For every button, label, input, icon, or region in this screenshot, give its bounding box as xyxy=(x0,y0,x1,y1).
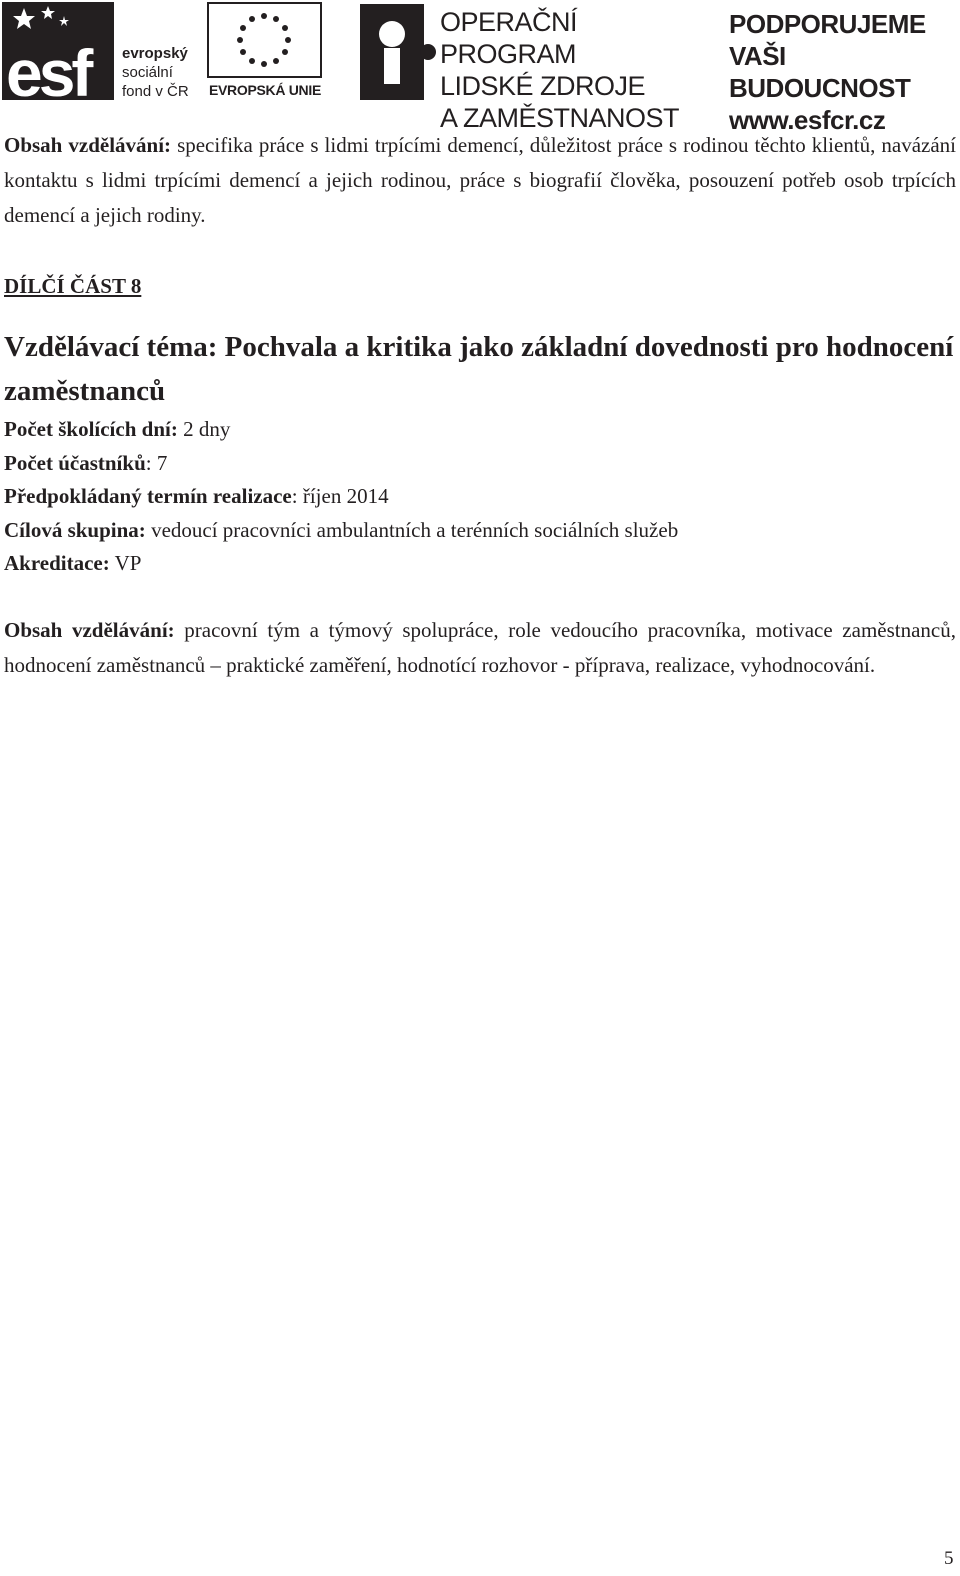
eu-label: EVROPSKÁ UNIE xyxy=(208,82,321,98)
eu-flag-icon xyxy=(207,2,323,80)
slogan-line-1: PODPORUJEME xyxy=(729,9,926,39)
esf-line-2: sociální xyxy=(122,64,173,81)
svg-text:esf: esf xyxy=(6,36,90,102)
field-label: Cílová skupina: xyxy=(4,517,146,542)
op-line-3: A ZAMĚSTNANOST xyxy=(440,103,680,133)
intro-paragraph xyxy=(4,128,956,233)
field-value: VP xyxy=(109,551,142,575)
op-logo xyxy=(358,0,698,133)
field-participants xyxy=(4,447,956,481)
esf-line-3: fond v ČR xyxy=(122,83,189,100)
document-body xyxy=(4,128,956,683)
logo-header xyxy=(0,0,960,135)
slogan-line-2: VAŠI BUDOUCNOST xyxy=(729,41,911,103)
field-value: : říjen 2014 xyxy=(291,484,389,508)
field-accreditation xyxy=(4,547,956,581)
field-label: Počet školících dní: xyxy=(4,417,178,441)
field-value: : 7 xyxy=(145,450,168,475)
field-label: Počet účastníků xyxy=(4,450,146,475)
slogan xyxy=(729,8,957,135)
field-target-group xyxy=(4,514,956,548)
intro-text: specifika práce s lidmi trpícími demencí, důležitost práce s rodinou těchto klientů, navázání kontaktu s lidmi trpícími demencí a jejich rodinou, práce s biografií člověka, posouzení potřeb osob trpících demencí a jejich rodiny. xyxy=(4,133,956,227)
section-heading: DÍLČÍ ČÁST 8 xyxy=(4,274,142,298)
op-line-1: OPERAČNÍ PROGRAM xyxy=(440,7,578,69)
eu-logo xyxy=(207,2,323,102)
esf-line-1: evropský xyxy=(122,45,188,62)
slogan-url: www.esfcr.cz xyxy=(729,105,886,135)
field-term xyxy=(4,480,956,514)
op-title xyxy=(440,6,698,134)
intro-label: Obsah vzdělávání: xyxy=(4,133,172,157)
field-training-days xyxy=(4,413,956,447)
field-value: 2 dny xyxy=(177,417,231,441)
op-line-2: LIDSKÉ ZDROJE xyxy=(440,71,646,101)
content-paragraph xyxy=(4,613,956,683)
content-text: pracovní tým a týmový spolupráce, role vedoucího pracovníka, motivace zaměstnanců, hodnocení zaměstnanců – praktické zaměření, hodnotící rozhovor - příprava, realizace, vyhodnocování. xyxy=(4,617,957,677)
content-label: Obsah vzdělávání: xyxy=(4,617,175,642)
field-label: Předpokládaný termín realizace xyxy=(4,484,292,508)
field-label: Akreditace: xyxy=(4,551,110,575)
esf-logo xyxy=(2,2,202,102)
esf-caption xyxy=(122,44,189,101)
page-number: 5 xyxy=(944,1548,954,1569)
topic-title: Vzdělávací téma: Pochvala a kritika jako základní dovednosti pro hodnocení zaměstnanců xyxy=(4,331,954,407)
puzzle-figure-icon xyxy=(358,0,436,104)
field-value: vedoucí pracovníci ambulantních a terénních sociálních služeb xyxy=(145,517,679,542)
